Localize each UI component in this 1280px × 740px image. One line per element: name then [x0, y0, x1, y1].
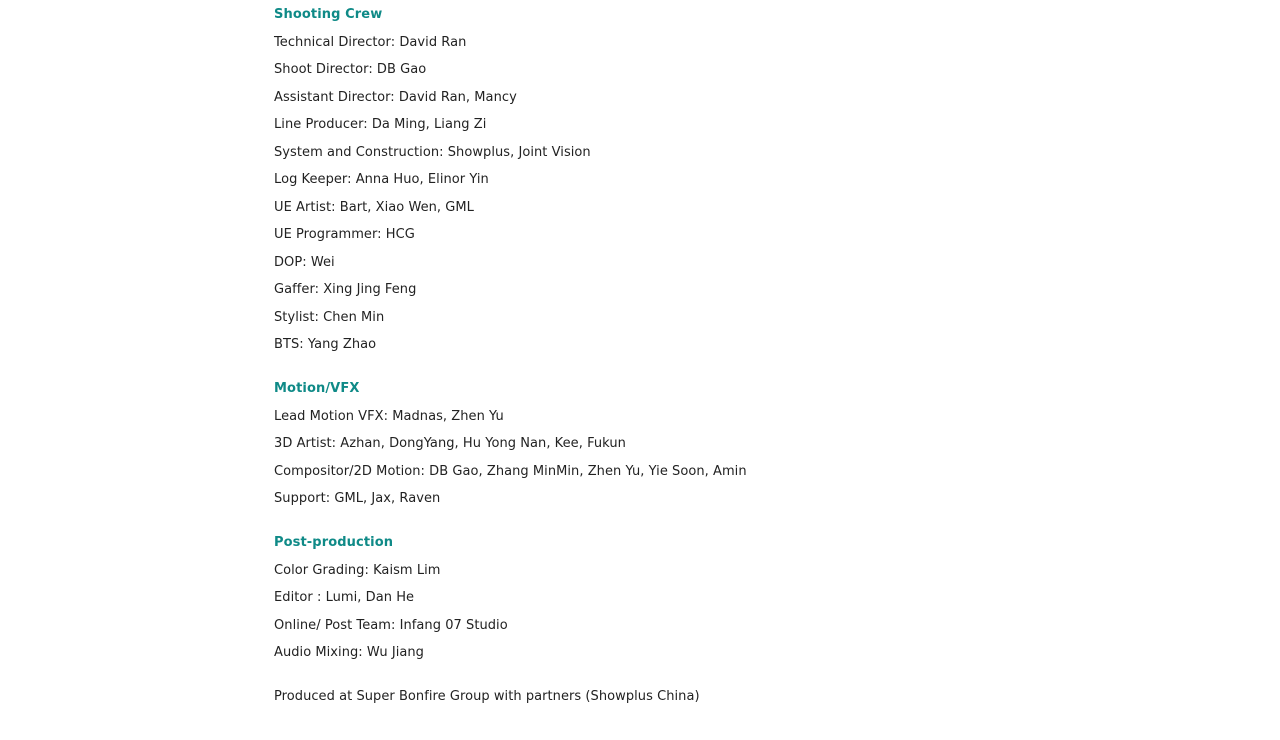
section-post-production [274, 533, 974, 662]
credit-line: BTS: Yang Zhao [274, 337, 377, 352]
credit-line: Stylist: Chen Min [274, 309, 385, 325]
credit-line: Lead Motion VFX: Madnas, Zhen Yu [274, 408, 504, 424]
section-heading: Post-production [274, 535, 394, 550]
credit-line: Log Keeper: Anna Huo, Elinor Yin [274, 172, 489, 187]
section-shooting-crew [274, 5, 974, 354]
credit-line: Editor : Lumi, Dan He [274, 590, 415, 605]
credit-line: 3D Artist: Azhan, DongYang, Hu Yong Nan, Kee, Fukun [274, 436, 626, 451]
section-heading: Motion/VFX [274, 381, 360, 396]
credit-line: Audio Mixing: Wu Jiang [274, 645, 424, 660]
credit-line: Assistant Director: David Ran, Mancy [274, 89, 517, 105]
section-motion-vfx [274, 379, 974, 508]
section-heading: Shooting Crew [274, 7, 383, 22]
production-footer: Produced at Super Bonfire Group with partners (Showplus China) [274, 689, 700, 704]
credit-line: Support: GML, Jax, Raven [274, 491, 441, 506]
credit-line: Shoot Director: DB Gao [274, 62, 427, 77]
credit-line: Online/ Post Team: Infang 07 Studio [274, 617, 508, 633]
credit-line: UE Programmer: HCG [274, 227, 415, 242]
credit-line: UE Artist: Bart, Xiao Wen, GML [274, 199, 474, 215]
credit-line: Gaffer: Xing Jing Feng [274, 282, 417, 297]
credit-line: Color Grading: Kaism Lim [274, 562, 441, 578]
credit-line: Compositor/2D Motion: DB Gao, Zhang MinMin, Zhen Yu, Yie Soon, Amin [274, 463, 747, 479]
credit-line: System and Construction: Showplus, Joint Vision [274, 144, 591, 160]
credit-line: DOP: Wei [274, 254, 335, 270]
credit-line: Technical Director: David Ran [274, 34, 467, 50]
credits-content [274, 5, 974, 715]
credit-line: Line Producer: Da Ming, Liang Zi [274, 117, 487, 132]
